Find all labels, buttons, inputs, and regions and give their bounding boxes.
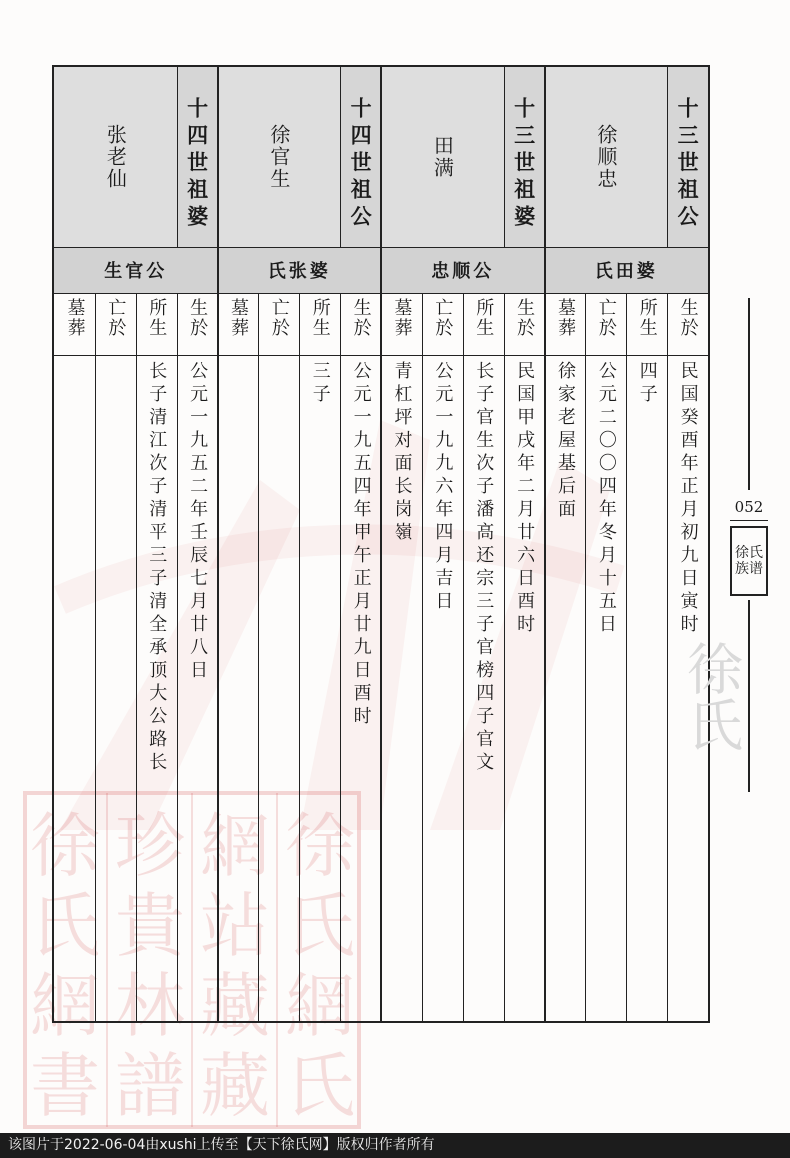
generation-header-cell — [340, 67, 381, 247]
field-label: 生於 — [677, 298, 699, 338]
relation-tag: 忠顺公 — [431, 261, 495, 282]
field-label: 生於 — [187, 298, 209, 338]
field-value-cell — [463, 355, 504, 1021]
field-label-cell — [95, 293, 136, 355]
genealogy-table — [52, 65, 710, 1023]
relation-tag: 氏张婆 — [267, 261, 331, 282]
person-name-cell — [381, 67, 504, 247]
field-value-cell — [218, 355, 259, 1021]
person-name-cell — [54, 67, 177, 247]
svg-text:徐: 徐 — [30, 805, 100, 887]
field-value-cell — [585, 355, 626, 1021]
generation-header-cell — [177, 67, 218, 247]
generation-header-cell — [504, 67, 545, 247]
field-label: 亡於 — [268, 298, 290, 338]
field-label-cell — [422, 293, 463, 355]
svg-text:氏: 氏 — [30, 885, 100, 967]
field-value-cell — [258, 355, 299, 1021]
field-value: 长子清江次子清平三子清全承顶大公路长 — [146, 361, 168, 775]
svg-text:徐: 徐 — [285, 805, 355, 887]
svg-text:藏: 藏 — [200, 1045, 270, 1127]
grid-line-v — [217, 67, 219, 1021]
page-number-underline — [730, 520, 768, 521]
field-value-cell — [626, 355, 667, 1021]
field-value-cell — [504, 355, 545, 1021]
svg-text:珍: 珍 — [115, 805, 185, 887]
field-label-cell — [381, 293, 422, 355]
field-value: 三子 — [309, 361, 331, 407]
svg-text:貴: 貴 — [115, 885, 185, 967]
grid-line-v — [177, 293, 178, 1021]
field-label-cell — [177, 293, 218, 355]
grid-line-v — [504, 67, 505, 247]
grid-line-v — [340, 293, 341, 1021]
genealogy-badge-text: 徐氏族谱 — [735, 545, 763, 577]
field-value: 公元一九九六年四月吉日 — [432, 361, 454, 614]
field-label-cell — [585, 293, 626, 355]
grid-line-v — [626, 293, 627, 1021]
field-value: 四子 — [636, 361, 658, 407]
field-value: 公元一九五四年甲午正月廿九日酉时 — [350, 361, 372, 729]
grid-line-v — [422, 293, 423, 1021]
grid-line-v — [380, 67, 382, 1021]
field-value-cell — [95, 355, 136, 1021]
field-label-cell — [136, 293, 177, 355]
person-name: 张老仙 — [103, 124, 128, 190]
field-value-cell — [136, 355, 177, 1021]
svg-text:譜: 譜 — [115, 1045, 185, 1127]
grid-line-v — [177, 67, 178, 247]
grid-line-v — [585, 293, 586, 1021]
person-name-cell — [545, 67, 668, 247]
svg-text:氏: 氏 — [285, 1045, 355, 1127]
generation-header: 十三世祖公 — [675, 97, 701, 232]
corner-watermark: 徐氏 — [678, 640, 743, 752]
field-label: 所生 — [473, 298, 495, 338]
field-label-cell — [299, 293, 340, 355]
person-name: 徐官生 — [266, 124, 291, 190]
grid-line-v — [258, 293, 259, 1021]
field-label-cell — [340, 293, 381, 355]
field-label: 生於 — [350, 298, 372, 338]
upload-footer: 该图片于2022-06-04由xushi上传至【天下徐氏网】版权归作者所有 — [0, 1133, 790, 1158]
field-label-cell — [258, 293, 299, 355]
relation-tag-cell — [381, 247, 545, 293]
generation-header: 十四世祖公 — [348, 97, 374, 232]
grid-line-v — [504, 293, 505, 1021]
field-value-cell — [545, 355, 586, 1021]
field-label: 墓葬 — [227, 298, 249, 338]
svg-text:氏: 氏 — [285, 885, 355, 967]
relation-tag-cell — [54, 247, 218, 293]
relation-tag: 生官公 — [104, 261, 168, 282]
field-label-cell — [218, 293, 259, 355]
relation-tag-cell — [218, 247, 382, 293]
svg-text:書: 書 — [30, 1045, 100, 1127]
svg-text:網: 網 — [200, 805, 270, 887]
person-name: 田满 — [430, 135, 455, 179]
field-value-cell — [340, 355, 381, 1021]
field-label: 所生 — [146, 298, 168, 338]
field-label: 亡於 — [432, 298, 454, 338]
field-label: 墓葬 — [391, 298, 413, 338]
field-value-cell — [299, 355, 340, 1021]
svg-text:站: 站 — [200, 885, 270, 967]
field-value-cell — [54, 355, 95, 1021]
field-label: 亡於 — [595, 298, 617, 338]
page-number: 052 — [734, 498, 764, 516]
grid-line-v — [667, 67, 668, 247]
field-value-cell — [177, 355, 218, 1021]
grid-line-v — [463, 293, 464, 1021]
field-value: 民国甲戌年二月廿六日酉时 — [514, 361, 536, 637]
relation-tag: 氏田婆 — [594, 261, 658, 282]
grid-line-v — [544, 67, 546, 1021]
relation-tag-cell — [545, 247, 709, 293]
svg-text:林: 林 — [115, 965, 185, 1047]
field-value-cell — [381, 355, 422, 1021]
field-label: 所生 — [309, 298, 331, 338]
generation-header-cell — [667, 67, 708, 247]
svg-text:網: 網 — [285, 965, 355, 1047]
grid-line-v — [299, 293, 300, 1021]
grid-line-v — [95, 293, 96, 1021]
field-label-cell — [54, 293, 95, 355]
generation-header: 十四世祖婆 — [184, 97, 210, 232]
field-label-cell — [504, 293, 545, 355]
field-value: 青杠坪对面长岗嶺 — [391, 361, 413, 545]
svg-text:網: 網 — [30, 965, 100, 1047]
margin-rule-lower — [748, 600, 750, 792]
margin-rule-upper — [748, 298, 750, 490]
field-label-cell — [667, 293, 708, 355]
field-value: 公元一九五二年壬辰七月廿八日 — [187, 361, 209, 683]
field-label: 所生 — [636, 298, 658, 338]
field-label: 墓葬 — [64, 298, 86, 338]
person-name-cell — [218, 67, 341, 247]
field-value: 公元二〇〇四年冬月十五日 — [595, 361, 617, 637]
field-label-cell — [626, 293, 667, 355]
field-label-cell — [545, 293, 586, 355]
field-label-cell — [463, 293, 504, 355]
genealogy-badge — [730, 526, 768, 596]
field-label: 墓葬 — [554, 298, 576, 338]
grid-line-v — [136, 293, 137, 1021]
field-value: 徐家老屋基后面 — [554, 361, 576, 522]
generation-header: 十三世祖婆 — [511, 97, 537, 232]
grid-line-v — [340, 67, 341, 247]
field-label: 生於 — [514, 298, 536, 338]
field-label: 亡於 — [105, 298, 127, 338]
person-name: 徐顺忠 — [593, 124, 618, 190]
field-value-cell — [422, 355, 463, 1021]
field-value: 长子官生次子潘高还宗三子官榜四子官文 — [473, 361, 495, 775]
field-value: 民国癸酉年正月初九日寅时 — [677, 361, 699, 637]
svg-text:藏: 藏 — [200, 965, 270, 1047]
